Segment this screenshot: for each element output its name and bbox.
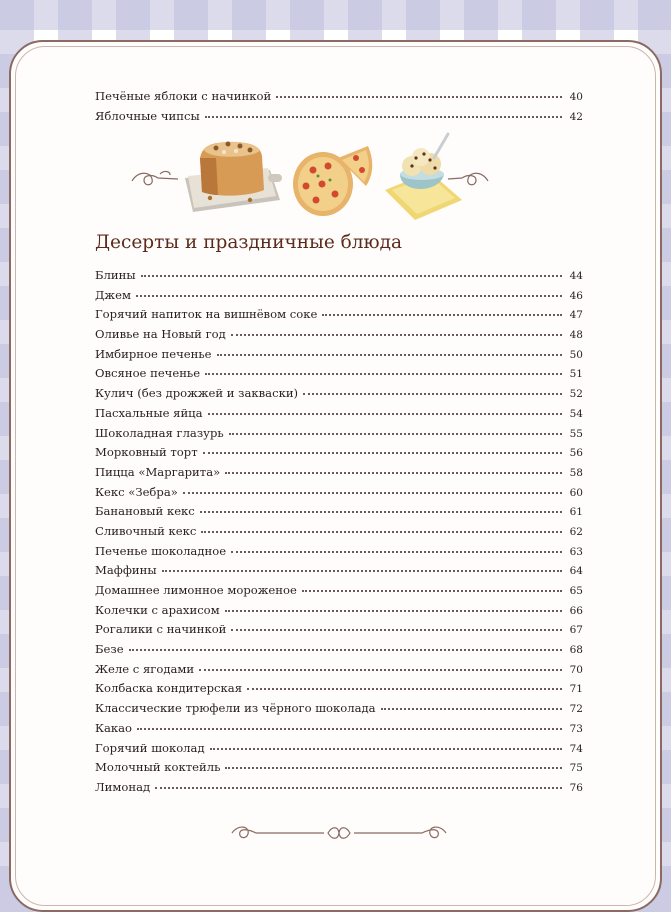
toc-entry-page: 51	[569, 368, 583, 381]
toc-entry-page: 73	[569, 722, 583, 735]
toc-leader-dots	[225, 757, 562, 769]
toc-entry-title: Пасхальные яйца	[95, 405, 203, 420]
toc-leader-dots	[201, 521, 562, 533]
left-flourish-icon	[132, 171, 178, 184]
toc-entry-page: 76	[569, 781, 583, 794]
toc-leader-dots	[225, 462, 562, 474]
toc-entry-page: 42	[569, 110, 583, 123]
toc-entry-page: 67	[569, 624, 583, 637]
toc-leader-dots	[231, 324, 562, 336]
toc-entry[interactable]	[95, 108, 583, 128]
toc-entry-title: Кулич (без дрожжей и закваски)	[95, 386, 299, 401]
toc-leader-dots	[137, 718, 562, 730]
ice-cream-bowl-icon	[385, 134, 462, 220]
toc-entry-title: Оливье на Новый год	[95, 327, 226, 342]
bottom-flourish-icon	[228, 822, 450, 844]
toc-entry-title: Горячий шоколад	[95, 740, 205, 755]
pizza-icon	[293, 146, 372, 216]
toc-leader-dots	[302, 580, 562, 592]
right-flourish-icon	[448, 173, 488, 185]
toc-entry-title: Рогалики с начинкой	[95, 622, 227, 637]
bread-loaf-icon	[185, 142, 282, 213]
toc-entry-title: Маффины	[95, 563, 157, 578]
toc-entry[interactable]	[95, 779, 583, 799]
toc-leader-dots	[183, 482, 562, 494]
toc-section-list	[95, 267, 583, 799]
toc-leader-dots	[205, 106, 562, 118]
toc-entry-title: Морковный торт	[95, 445, 198, 460]
toc-entry-title: Овсяное печенье	[95, 366, 201, 381]
toc-entry-page: 46	[569, 289, 583, 302]
toc-leader-dots	[208, 403, 562, 415]
toc-entry-page: 52	[569, 388, 583, 401]
toc-leader-dots	[303, 383, 562, 395]
toc-leader-dots	[205, 363, 562, 375]
section-heading: Десерты и праздничные блюда	[95, 232, 403, 253]
toc-entry-title: Классические трюфели из чёрного шоколада	[95, 701, 376, 716]
toc-leader-dots	[217, 344, 562, 356]
toc-entry-page: 56	[569, 447, 583, 460]
toc-entry-page: 66	[569, 604, 583, 617]
toc-entry-page: 63	[569, 545, 583, 558]
toc-entry-page: 54	[569, 407, 583, 420]
toc-entry-title: Молочный коктейль	[95, 760, 221, 775]
toc-entry-page: 68	[569, 644, 583, 657]
toc-leader-dots	[231, 619, 562, 631]
toc-leader-dots	[276, 86, 562, 98]
toc-leader-dots	[162, 560, 562, 572]
toc-entry-page: 44	[569, 270, 583, 282]
toc-entry-title: Колечки с арахисом	[95, 602, 220, 617]
toc-leader-dots	[141, 265, 562, 277]
toc-entry-page: 61	[569, 506, 583, 519]
toc-entry-page: 60	[569, 486, 583, 499]
toc-entry-title: Желе с ягодами	[95, 661, 195, 676]
toc-entry-title: Колбаска кондитерская	[95, 681, 243, 696]
toc-entry-title: Лимонад	[95, 779, 151, 794]
toc-entry-title: Домашнее лимонное мороженое	[95, 583, 297, 597]
toc-entry-page: 40	[569, 91, 583, 103]
toc-entry-title: Джем	[95, 287, 131, 302]
toc-entry-title: Печёные яблоки с начинкой	[95, 89, 272, 103]
toc-entry-title: Какао	[95, 720, 133, 735]
toc-leader-dots	[229, 423, 562, 435]
toc-leader-dots	[203, 442, 562, 454]
toc-entry-page: 64	[569, 565, 583, 578]
toc-entry-title: Горячий напиток на вишнёвом соке	[95, 307, 318, 322]
toc-entry-page: 48	[569, 329, 583, 342]
toc-top-list	[95, 88, 583, 127]
food-illustrations	[130, 128, 490, 228]
toc-entry-title: Имбирное печенье	[95, 346, 212, 361]
toc-leader-dots	[247, 678, 562, 690]
toc-leader-dots	[322, 304, 562, 316]
toc-entry-page: 72	[569, 703, 583, 716]
toc-leader-dots	[225, 600, 562, 612]
toc-entry-page: 50	[569, 348, 583, 361]
toc-entry-page: 74	[569, 742, 583, 755]
toc-entry-title: Кекс «Зебра»	[95, 484, 178, 499]
toc-leader-dots	[129, 639, 562, 651]
toc-entry-page: 70	[569, 663, 583, 676]
toc-entry-page: 71	[569, 683, 583, 696]
toc-leader-dots	[231, 541, 562, 553]
toc-entry-title: Банановый кекс	[95, 504, 195, 519]
toc-entry-title: Блины	[95, 268, 136, 282]
toc-entry-page: 55	[569, 427, 583, 440]
toc-entry-title: Яблочные чипсы	[95, 108, 200, 123]
toc-entry-title: Пицца «Маргарита»	[95, 464, 221, 479]
toc-leader-dots	[200, 501, 562, 513]
toc-leader-dots	[210, 738, 562, 750]
toc-leader-dots	[155, 777, 562, 789]
toc-entry-title: Безе	[95, 642, 124, 657]
toc-entry-page: 75	[569, 762, 583, 775]
toc-entry-page: 65	[569, 585, 583, 597]
toc-entry-page: 62	[569, 525, 583, 538]
toc-entry-page: 58	[569, 466, 583, 479]
toc-leader-dots	[381, 698, 562, 710]
toc-leader-dots	[136, 285, 562, 297]
toc-leader-dots	[199, 659, 562, 671]
toc-entry-page: 47	[569, 309, 583, 322]
toc-entry-title: Сливочный кекс	[95, 523, 197, 538]
toc-entry-title: Шоколадная глазурь	[95, 425, 224, 440]
toc-entry-title: Печенье шоколадное	[95, 543, 227, 558]
